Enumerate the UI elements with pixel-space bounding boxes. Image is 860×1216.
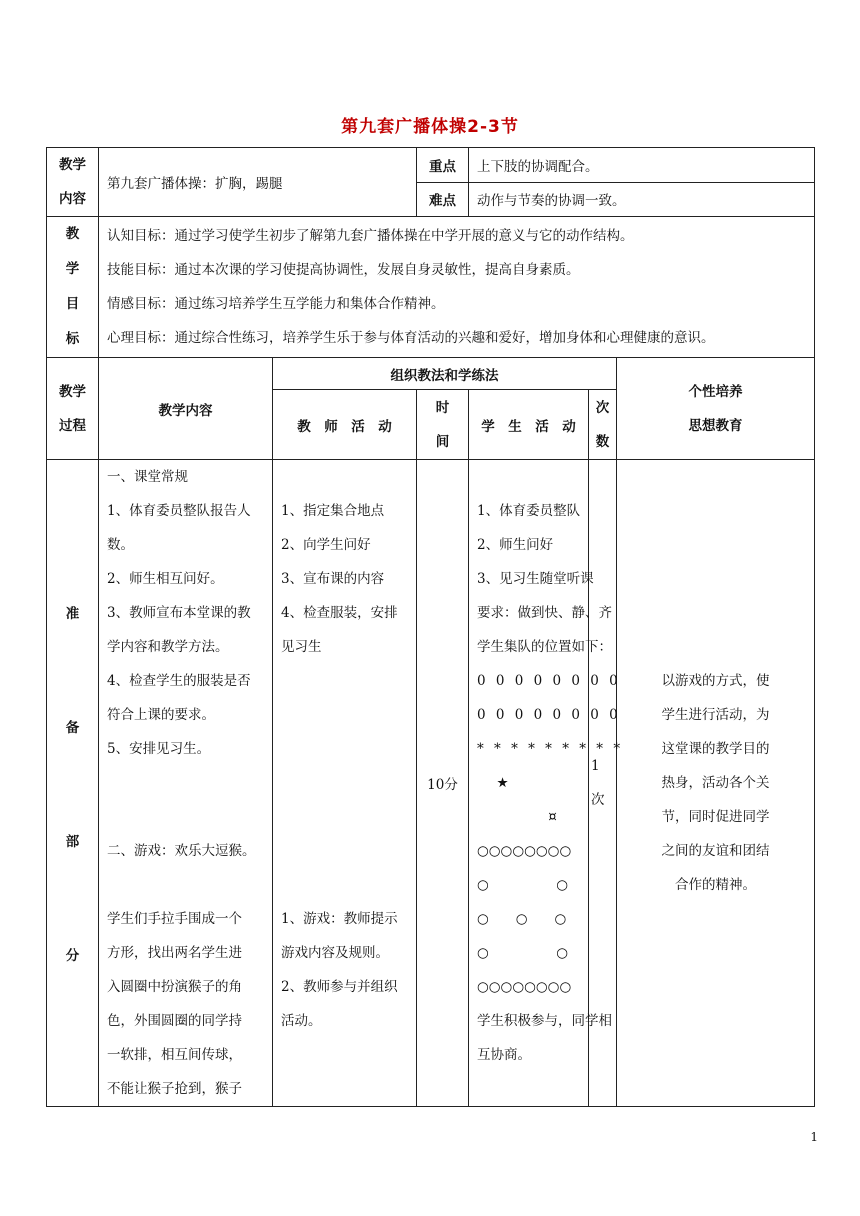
- formation-row-2: 0 0 0 0 0 0 0 0: [477, 707, 621, 723]
- teaching-goals-list: [99, 217, 815, 358]
- formation-row-1: 0 0 0 0 0 0 0 0: [477, 673, 621, 689]
- student-activity-content: 1、体育委员整队 2、师生问好 3、见习生随堂听课 要求：做到快、静、齐 学生集队的位置如下： 0 0 0 0 0 0 0 0 0 0 0 0 0 0 0 0 * * * * * * * * * ★ ¤ ○○○○○○○○ ○ ○ ○ ○ ○ ○ ○ ○○○○○○○○ 学生积极参与，同学相 互协商。: [469, 460, 589, 1107]
- count-header: 次 数: [589, 390, 617, 460]
- teaching-goals-label: 教 学 目 标: [47, 217, 99, 358]
- circle-row-4: ○ ○: [477, 945, 569, 961]
- circle-row-2: ○ ○: [477, 877, 569, 893]
- formation-row-3: * * * * * * * * *: [477, 741, 624, 757]
- teacher-activity-content: 1、指定集合地点 2、向学生问好 3、宣布课的内容 4、检查服装，安排 见习生 1、游戏：教师提示 游戏内容及规则。 2、教师参与并组织 活动。: [273, 460, 417, 1107]
- time-header: 时 间: [417, 390, 469, 460]
- circle-row-5: ○○○○○○○○: [477, 979, 572, 995]
- goal-emotion: 情感目标：通过练习培养学生互学能力和集体合作精神。: [107, 296, 445, 312]
- time-value: 10分: [417, 460, 469, 1107]
- preparation-label: 准 备 部 分: [47, 460, 99, 1107]
- teacher-position-mark: ★: [496, 775, 509, 791]
- difficulty-value: 动作与节奏的协调一致。: [469, 182, 815, 217]
- goal-psychology: 心理目标：通过综合性练习，培养学生乐于参与体育活动的兴趣和爱好，增加身体和心理健康的意识。: [107, 330, 715, 346]
- observer-position-mark: ¤: [548, 809, 557, 825]
- circle-row-1: ○○○○○○○○: [477, 843, 572, 859]
- goal-skill: 技能目标：通过本次课的学习使提高协调性，发展自身灵敏性，提高自身素质。: [107, 262, 580, 278]
- education-content: 以游戏的方式，使 学生进行活动，为 这堂课的教学目的 热身，活动各个关 节，同时促进同学 之间的友谊和团结 合作的精神。: [617, 460, 815, 1107]
- student-activity-header: 学 生 活 动: [469, 390, 589, 460]
- education-header: 个性培养 思想教育: [617, 358, 815, 460]
- organization-header: 组织教法和学练法: [273, 358, 617, 390]
- teacher-activity-header: 教 师 活 动: [273, 390, 417, 460]
- key-point-label: 重点: [417, 148, 469, 183]
- teaching-content-label: 教学 内容: [47, 148, 99, 217]
- difficulty-label: 难点: [417, 182, 469, 217]
- teaching-content-value: 第九套广播体操：扩胸，踢腿: [99, 148, 417, 217]
- preparation-content: 一、课堂常规 1、体育委员整队报告人 数。 2、师生相互问好。 3、教师宣布本堂课的教 学内容和教学方法。 4、检查学生的服装是否 符合上课的要求。 5、安排见习生。 二、游戏：欢乐大逗猴。 学生们手拉手围成一个 方形，找出两名学生进 入圆圈中扮演猴子的角 色，外围圆圈的同学持 一软排，相互间传球， 不能让猴子抢到，猴子: [99, 460, 273, 1107]
- page-number: 1: [810, 1130, 818, 1144]
- goal-cognitive: 认知目标：通过学习使学生初步了解第九套广播体操在中学开展的意义与它的动作结构。: [107, 228, 634, 244]
- document-title: 第九套广播体操2-3节: [341, 117, 519, 137]
- count-value: 1 次: [589, 460, 617, 1107]
- key-point-value: 上下肢的协调配合。: [469, 148, 815, 183]
- circle-row-3: ○ ○ ○: [477, 911, 567, 927]
- lesson-plan-table: [46, 147, 815, 1107]
- process-label: 教学 过程: [47, 358, 99, 460]
- content-header: 教学内容: [99, 358, 273, 460]
